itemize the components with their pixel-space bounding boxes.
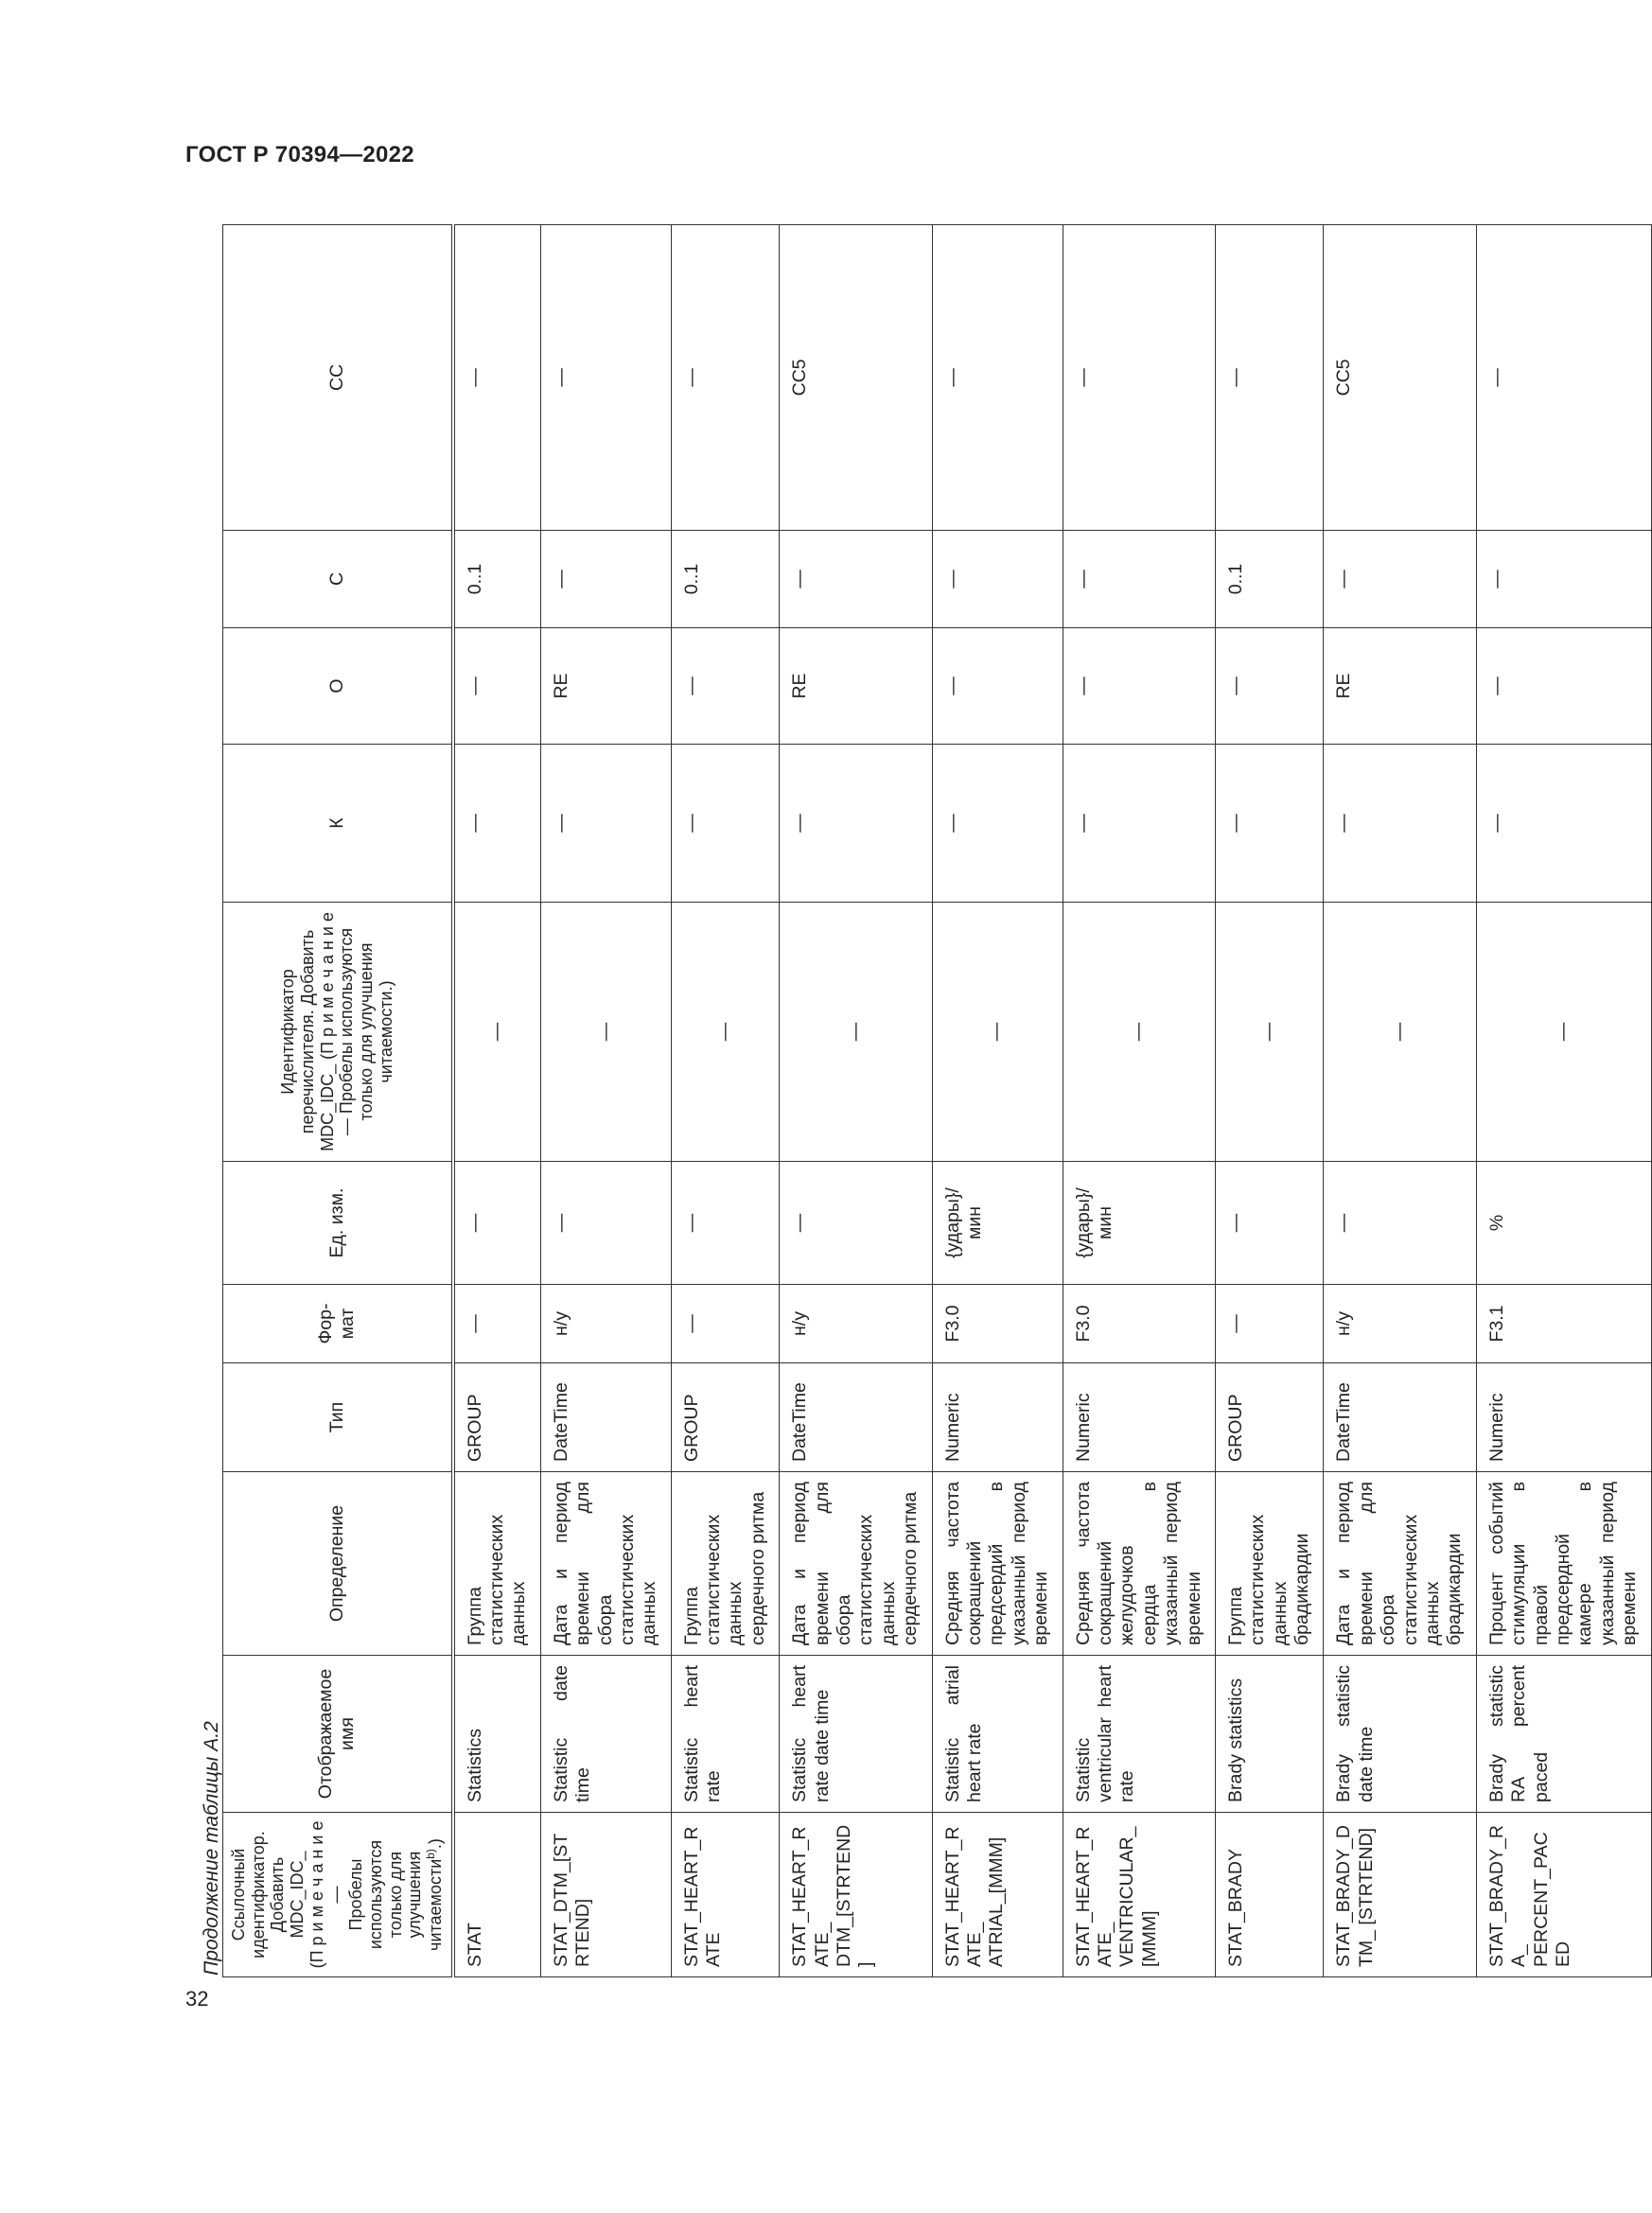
ref-id-line-4: (П р и м е ч а н и е — xyxy=(307,1820,346,1969)
cell-display-name: Brady statistic RA percent paced xyxy=(1476,1656,1651,1813)
cell-c: — xyxy=(1324,531,1476,628)
col-header-k: К xyxy=(223,745,453,903)
cell-ref-id: STAT xyxy=(453,1813,541,1977)
cell-c: 0..1 xyxy=(1215,531,1324,628)
cell-ref-id: STAT_BRADY xyxy=(1215,1813,1324,1977)
ref-id-line-5: Пробелы используются xyxy=(346,1839,385,1950)
table-row xyxy=(780,225,932,1977)
table-row xyxy=(453,225,541,1977)
rotated-table-wrapper xyxy=(222,225,1652,1977)
ref-id-line-7: читаемости xyxy=(425,1858,445,1951)
cell-format: н/у xyxy=(1324,1285,1476,1363)
cell-units: — xyxy=(780,1162,932,1285)
cell-units: — xyxy=(1324,1162,1476,1285)
cell-enum-id: — xyxy=(1324,903,1476,1162)
col-header-enum-id: Идентификатор перечислителя. Добавить MDC_IDC_ (П р и м е ч а н и е — Пробелы используются только для улучшения читаемости.) xyxy=(223,903,453,1162)
cell-type: DateTime xyxy=(1324,1363,1476,1472)
cell-o: RE xyxy=(780,628,932,745)
cell-units: % xyxy=(1476,1162,1651,1285)
cell-type: DateTime xyxy=(540,1363,671,1472)
cell-k: — xyxy=(1476,745,1651,903)
cell-definition: Группа статистических данных xyxy=(453,1472,541,1656)
cell-type: Numeric xyxy=(932,1363,1063,1472)
cell-o: — xyxy=(671,628,780,745)
col-header-definition: Определение xyxy=(223,1472,453,1656)
col-header-o: О xyxy=(223,628,453,745)
cell-c: — xyxy=(1476,531,1651,628)
cell-k: — xyxy=(1215,745,1324,903)
cell-k: — xyxy=(671,745,780,903)
cell-o: RE xyxy=(540,628,671,745)
cell-k: — xyxy=(1063,745,1215,903)
cell-definition: Группа статистических данных брадикардии xyxy=(1215,1472,1324,1656)
cell-cc: — xyxy=(540,225,671,531)
cell-display-name: Statistics xyxy=(453,1656,541,1813)
table-row xyxy=(1476,225,1651,1977)
cell-type: Numeric xyxy=(1063,1363,1215,1472)
cell-o: RE xyxy=(1324,628,1476,745)
table-row xyxy=(540,225,671,1977)
cell-definition: Дата и период времени для сбора статистических данных сердечного ритма xyxy=(780,1472,932,1656)
cell-ref-id: STAT_BRADY_DTM_ [STRTEND] xyxy=(1324,1813,1476,1977)
cell-cc: — xyxy=(671,225,780,531)
cell-display-name: Statistic heart rate date time xyxy=(780,1656,932,1813)
ref-id-footnote-mark: b) xyxy=(423,1849,437,1859)
ref-id-line-6: только для улучшения xyxy=(385,1851,425,1939)
cell-cc: — xyxy=(932,225,1063,531)
col-header-ref-id xyxy=(223,1813,453,1977)
cell-cc: — xyxy=(453,225,541,531)
cell-display-name: Statistic ventricular heart rate xyxy=(1063,1656,1215,1813)
cell-units: — xyxy=(540,1162,671,1285)
cell-format: н/у xyxy=(780,1285,932,1363)
cell-units: — xyxy=(671,1162,780,1285)
cell-k: — xyxy=(780,745,932,903)
cell-definition: Средняя частота сокращений желудочков сердца в указанный период времени xyxy=(1063,1472,1215,1656)
cell-format: F3.0 xyxy=(932,1285,1063,1363)
cell-enum-id: — xyxy=(1063,903,1215,1162)
cell-k: — xyxy=(540,745,671,903)
cell-display-name: Statistic heart rate xyxy=(671,1656,780,1813)
cell-display-name: Statistic atrial heart rate xyxy=(932,1656,1063,1813)
cell-cc: — xyxy=(1063,225,1215,531)
cell-enum-id: — xyxy=(671,903,780,1162)
table-row xyxy=(671,225,780,1977)
cell-k: — xyxy=(1324,745,1476,903)
table-row xyxy=(1324,225,1476,1977)
cell-c: — xyxy=(932,531,1063,628)
cell-definition: Дата и период времени для сбора статистических данных xyxy=(540,1472,671,1656)
cell-format: — xyxy=(1215,1285,1324,1363)
cell-ref-id: STAT_BRADY_RA_ PERCENT_PACED xyxy=(1476,1813,1651,1977)
cell-o: — xyxy=(1063,628,1215,745)
cell-k: — xyxy=(932,745,1063,903)
table-row xyxy=(932,225,1063,1977)
cell-definition: Средняя частота сокращений предсердий в указанный период времени xyxy=(932,1472,1063,1656)
cell-enum-id: — xyxy=(1215,903,1324,1162)
table-caption: Продолжение таблицы А.2 xyxy=(201,1721,222,1976)
cell-units: {удары}/ мин xyxy=(1063,1162,1215,1285)
cell-units: — xyxy=(453,1162,541,1285)
cell-type: GROUP xyxy=(1215,1363,1324,1472)
cell-format: F3.0 xyxy=(1063,1285,1215,1363)
cell-ref-id: STAT_HEART_RATE_ DTM_[STRTEND] xyxy=(780,1813,932,1977)
cell-cc: CC5 xyxy=(1324,225,1476,531)
cell-ref-id: STAT_HEART_RATE xyxy=(671,1813,780,1977)
cell-c: — xyxy=(540,531,671,628)
cell-definition: Дата и период времени для сбора статистических данных брадикардии xyxy=(1324,1472,1476,1656)
cell-display-name: Brady statistics xyxy=(1215,1656,1324,1813)
cell-display-name: Statistic date time xyxy=(540,1656,671,1813)
cell-format: — xyxy=(453,1285,541,1363)
cell-o: — xyxy=(1215,628,1324,745)
cell-c: 0..1 xyxy=(453,531,541,628)
data-table xyxy=(222,224,1652,1977)
page-number: 32 xyxy=(185,1987,209,2011)
cell-enum-id: — xyxy=(1476,903,1651,1162)
cell-enum-id: — xyxy=(453,903,541,1162)
cell-k: — xyxy=(453,745,541,903)
table-row xyxy=(1215,225,1324,1977)
cell-o: — xyxy=(932,628,1063,745)
ref-id-line-7-end: .) xyxy=(425,1838,445,1850)
document-title: ГОСТ Р 70394—2022 xyxy=(185,142,414,167)
col-header-cc: СС xyxy=(223,225,453,531)
cell-enum-id: — xyxy=(932,903,1063,1162)
table-body xyxy=(453,225,1651,1977)
table-row xyxy=(1063,225,1215,1977)
cell-enum-id: — xyxy=(780,903,932,1162)
cell-o: — xyxy=(453,628,541,745)
col-header-format: Фор- мат xyxy=(223,1285,453,1363)
cell-cc: CC5 xyxy=(780,225,932,531)
cell-c: — xyxy=(1063,531,1215,628)
ref-id-line-3: Добавить MDC_IDC_ xyxy=(268,1851,308,1939)
cell-definition: Группа статистических данных сердечного ритма xyxy=(671,1472,780,1656)
cell-type: GROUP xyxy=(453,1363,541,1472)
cell-definition: Процент событий стимуляции в правой предсердной камере в указанный период времени xyxy=(1476,1472,1651,1656)
cell-type: Numeric xyxy=(1476,1363,1651,1472)
cell-o: — xyxy=(1476,628,1651,745)
ref-id-line-2: идентификатор. xyxy=(248,1831,268,1958)
cell-format: F3.1 xyxy=(1476,1285,1651,1363)
ref-id-line-1: Ссылочный xyxy=(229,1848,248,1941)
cell-type: DateTime xyxy=(780,1363,932,1472)
cell-format: — xyxy=(671,1285,780,1363)
cell-c: 0..1 xyxy=(671,531,780,628)
cell-cc: — xyxy=(1476,225,1651,531)
cell-ref-id: STAT_DTM_[STRTEND] xyxy=(540,1813,671,1977)
col-header-type: Тип xyxy=(223,1363,453,1472)
cell-c: — xyxy=(780,531,932,628)
col-header-units: Ед. изм. xyxy=(223,1162,453,1285)
cell-type: GROUP xyxy=(671,1363,780,1472)
cell-enum-id: — xyxy=(540,903,671,1162)
cell-units: {удары}/ мин xyxy=(932,1162,1063,1285)
cell-format: н/у xyxy=(540,1285,671,1363)
cell-ref-id: STAT_HEART_RATE_ ATRIAL_[MMM] xyxy=(932,1813,1063,1977)
table-header-row xyxy=(223,225,453,1977)
cell-units: — xyxy=(1215,1162,1324,1285)
cell-display-name: Brady statistic date time xyxy=(1324,1656,1476,1813)
col-header-c: С xyxy=(223,531,453,628)
col-header-display-name: Отображаемое имя xyxy=(223,1656,453,1813)
cell-ref-id: STAT_HEART_RATE_ VENTRICULAR_[MMM] xyxy=(1063,1813,1215,1977)
cell-cc: — xyxy=(1215,225,1324,531)
